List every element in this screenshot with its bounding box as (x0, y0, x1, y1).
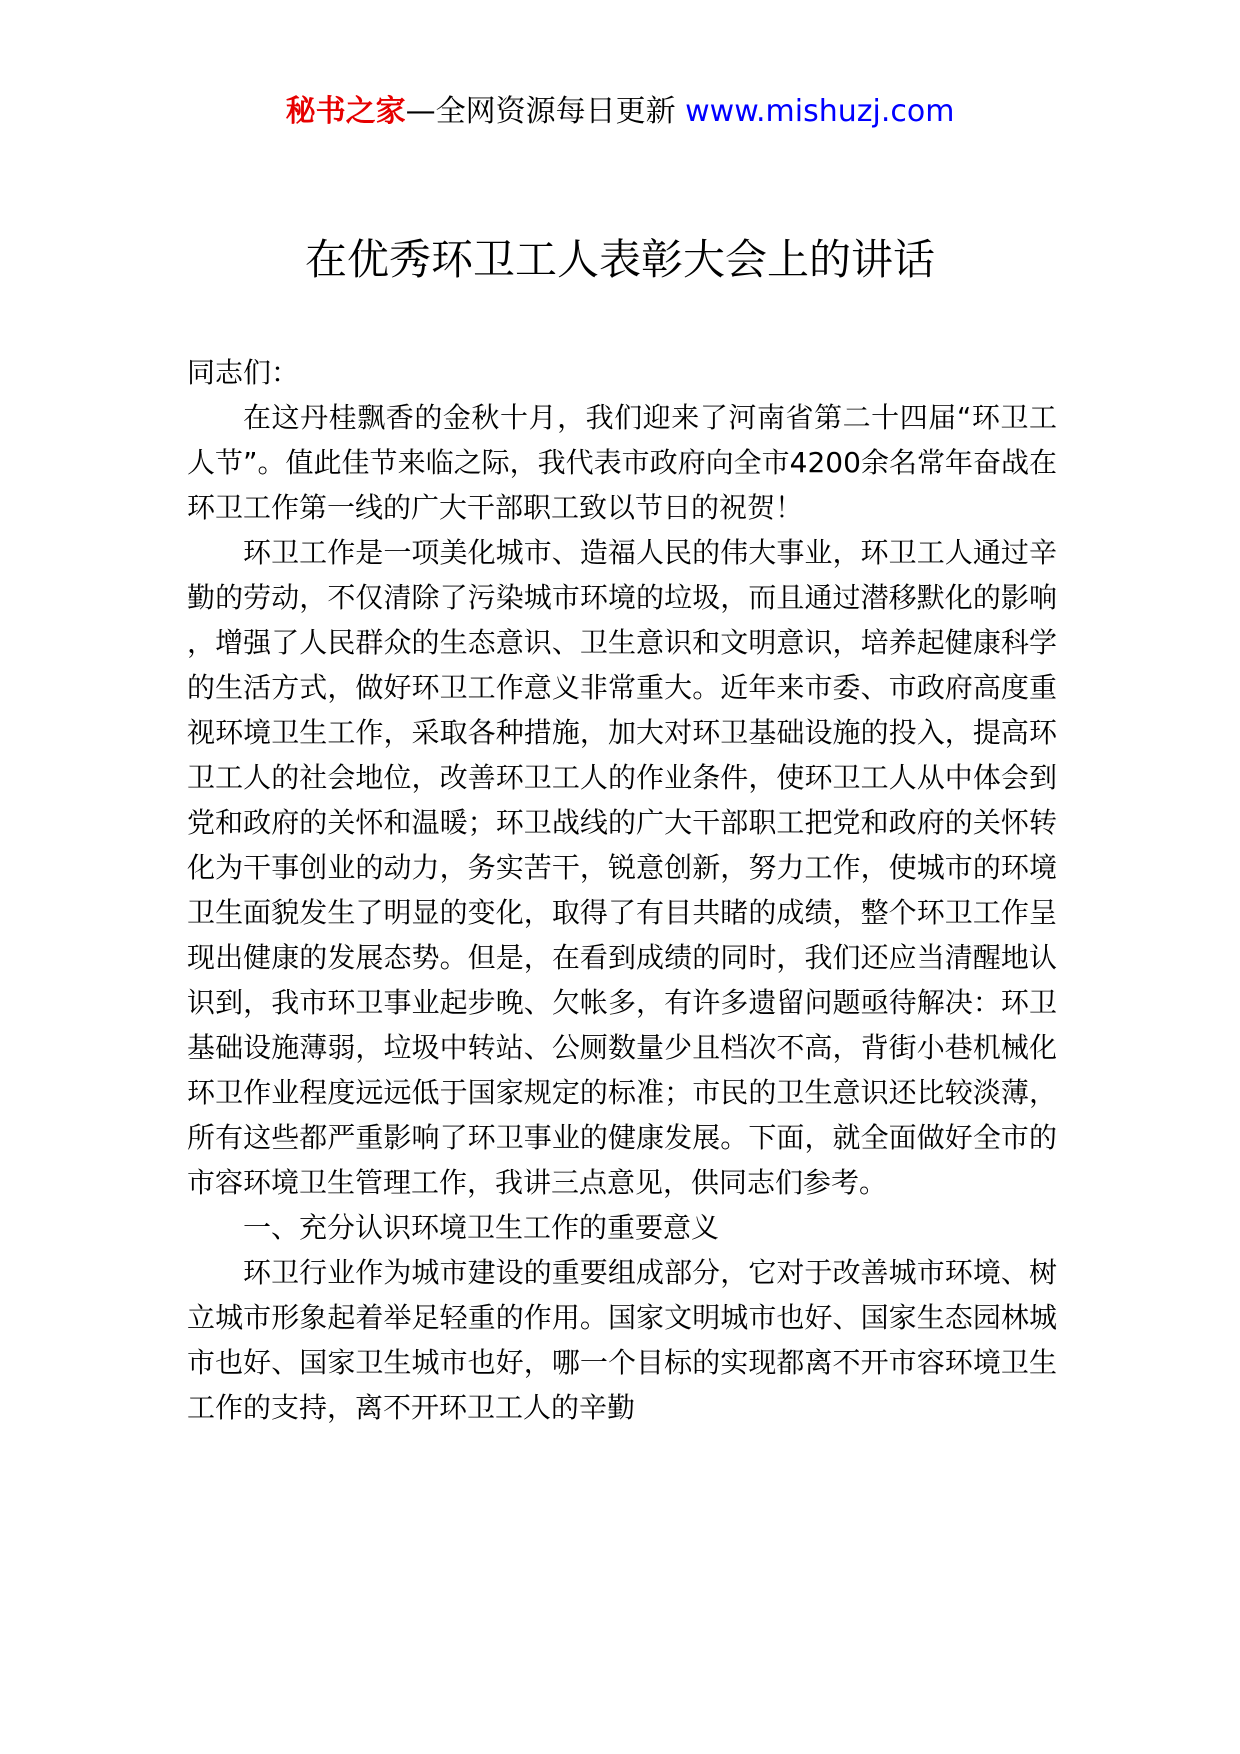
document-body (187, 350, 1057, 1430)
paragraph-greeting: 在这丹桂飘香的金秋十月，我们迎来了河南省第二十四届“环卫工人节”。值此佳节来临之际，我代表市政府向全市4200余名常年奋战在环卫工作第一线的广大干部职工致以节日的祝贺！ (187, 401, 1057, 524)
site-brand: 秘书之家 (285, 94, 406, 129)
site-header (0, 92, 1240, 132)
document-title: 在优秀环卫工人表彰大会上的讲话 (304, 235, 935, 284)
paragraph-section-1: 环卫行业作为城市建设的重要组成部分，它对于改善城市环境、树立城市形象起着举足轻重的作用。国家文明城市也好、国家生态园林城市也好、国家卫生城市也好，哪一个目标的实现都离不开市容环境卫生工作的支持，离不开环卫工人的辛勤 (187, 1256, 1057, 1424)
site-url-link[interactable]: www.mishuzj.com (685, 94, 955, 129)
paragraph-overview: 环卫工作是一项美化城市、造福人民的伟大事业，环卫工人通过辛勤的劳动，不仅清除了污染城市环境的垃圾，而且通过潜移默化的影响，增强了人民群众的生态意识、卫生意识和文明意识，培养起健康科学的生活方式，做好环卫工作意义非常重大。近年来市委、市政府高度重视环境卫生工作，采取各种措施，加大对环卫基础设施的投入，提高环卫工人的社会地位，改善环卫工人的作业条件，使环卫工人从中体会到党和政府的关怀和温暖；环卫战线的广大干部职工把党和政府的关怀转化为干事创业的动力，务实苦干，锐意创新，努力工作，使城市的环境卫生面貌发生了明显的变化，取得了有目共睹的成绩，整个环卫工作呈现出健康的发展态势。但是，在看到成绩的同时，我们还应当清醒地认识到，我市环卫事业起步晚、欠帐多，有许多遗留问题亟待解决：环卫基础设施薄弱，垃圾中转站、公厕数量少且档次不高，背街小巷机械化环卫作业程度远远低于国家规定的标准；市民的卫生意识还比较淡薄，所有这些都严重影响了环卫事业的健康发展。下面，就全面做好全市的市容环境卫生管理工作，我讲三点意见，供同志们参考。 (187, 536, 1057, 1199)
section-heading-1: 一、充分认识环境卫生工作的重要意义 (243, 1211, 720, 1244)
salutation: 同志们： (187, 356, 300, 389)
site-tagline: —全网资源每日更新 (405, 94, 676, 129)
